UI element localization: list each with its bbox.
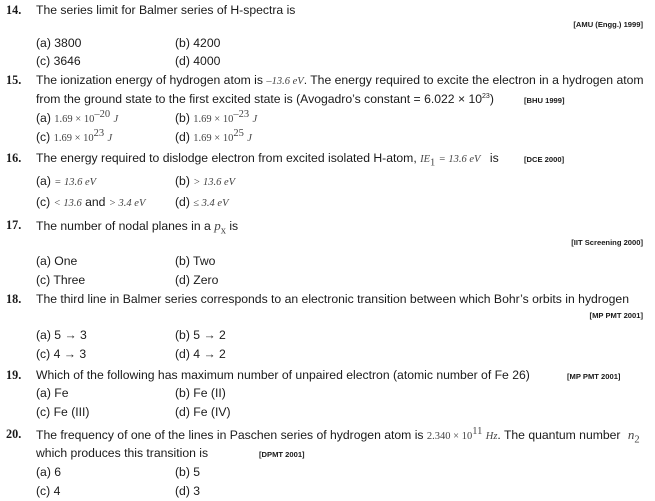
option-b: (b) Fe (II) [175, 386, 226, 400]
question-text: Which of the following has maximum number of unpaired electron (atomic number of Fe 26) [36, 368, 530, 382]
question-text-line-1: The ionization energy of hydrogen atom is –13.6 eV. The energy required to excite the electron in a hydrogen atom [36, 73, 644, 87]
option-b: (b) > 13.6 eV [175, 174, 236, 188]
option-d: (d) Zero [175, 273, 219, 287]
option-b: (b) $1.69 \times 10^{-23}$ J [175, 108, 258, 125]
option-d: (d) $1.69 \times 10^{25}$ J [175, 127, 252, 144]
option-d: (d) ≤ 3.4 eV [175, 195, 229, 209]
option-b: (b) Two [175, 254, 216, 268]
question-number: 20. [6, 427, 22, 441]
option-d: (d) 3 [175, 484, 201, 498]
question-text: The number of nodal planes in a $p_x$ is [36, 218, 239, 237]
question-text-line-1: The frequency of one of the lines in Paschen series of hydrogen atom is $2.340 \times 10^{11}$ Hz. The quantum number $n_2$ [36, 425, 640, 446]
option-c: (c) < 13.6 and > 3.4 eV [36, 195, 146, 209]
option-a: (a) 5 → 3 [36, 328, 87, 342]
option-c: (c) 3646 [36, 54, 81, 68]
question-text-line-2: which produces this transition is [36, 446, 209, 460]
source-tag: [DCE 2000] [524, 155, 565, 164]
option-c: (c) Three [36, 273, 86, 287]
question-text: The third line in Balmer series corresponds to an electronic transition between which Bohr’s orbits in hydrogen [36, 292, 629, 306]
option-b: (b) 5 [175, 465, 201, 479]
question-text: The energy required to dislodge electron from excited isolated H-atom, $IE_1 = 13.6$ eV is [36, 151, 499, 169]
option-a: (a) 3800 [36, 36, 82, 50]
option-c: (c) Fe (III) [36, 405, 90, 419]
option-a: (a) One [36, 254, 78, 268]
option-b: (b) 4200 [175, 36, 221, 50]
option-d: (d) 4 → 2 [175, 347, 226, 361]
question-number: 15. [6, 73, 22, 87]
source-tag: [AMU (Engg.) 1999] [573, 20, 643, 29]
source-tag: [IIT Screening 2000] [571, 238, 643, 247]
source-tag: [MP PMT 2001] [589, 311, 643, 320]
source-tag: [DPMT 2001] [259, 450, 305, 459]
option-a: (a) = 13.6 eV [36, 174, 97, 188]
option-b: (b) 5 → 2 [175, 328, 226, 342]
option-a: (a) $1.69 \times 10^{-20}$ J [36, 108, 119, 125]
option-a: (a) 6 [36, 465, 62, 479]
option-d: (d) Fe (IV) [175, 405, 231, 419]
option-c: (c) 4 → 3 [36, 347, 87, 361]
option-c: (c) 4 [36, 484, 61, 498]
question-text: The series limit for Balmer series of H-spectra is [36, 3, 296, 17]
option-d: (d) 4000 [175, 54, 221, 68]
question-number: 17. [6, 218, 22, 232]
source-tag: [MP PMT 2001] [567, 372, 621, 381]
option-a: (a) Fe [36, 386, 69, 400]
source-tag: [BHU 1999] [524, 96, 565, 105]
question-number: 14. [6, 3, 22, 17]
option-c: (c) $1.69 \times 10^{23}$ J [36, 127, 113, 144]
question-number: 19. [6, 368, 22, 382]
question-number: 16. [6, 151, 22, 165]
question-number: 18. [6, 292, 22, 306]
question-text-line-2: from the ground state to the first excited state is (Avogadro’s constant = $6.022 \times 10^{23}$) [36, 92, 494, 106]
